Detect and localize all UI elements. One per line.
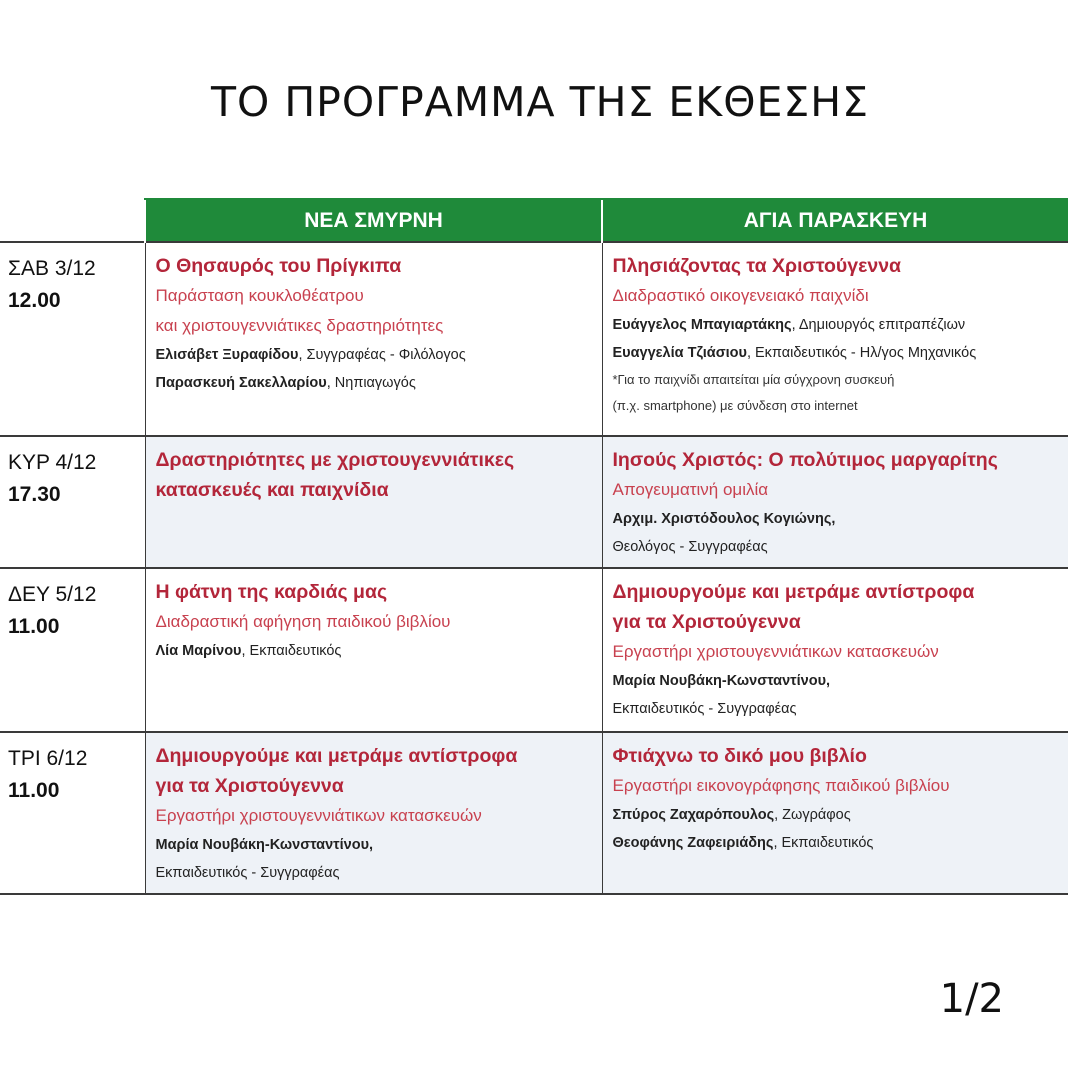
day-time: 11.00 xyxy=(8,779,60,802)
event-person xyxy=(613,311,1059,339)
page-title: ΤΟ ΠΡΟΓΡΑΜΜΑ ΤΗΣ ΕΚΘΕΣΗΣ xyxy=(210,78,870,126)
event-subtitle: Διαδραστικό οικογενειακό παιχνίδι xyxy=(612,286,869,305)
event-person xyxy=(156,369,592,397)
event-cell-nea-smyrni xyxy=(145,242,602,436)
day-time: 12.00 xyxy=(8,289,61,312)
person-role: , Εκπαιδευτικός xyxy=(773,835,874,851)
table-row xyxy=(0,436,1068,568)
event-title: για τα Χριστούγεννα xyxy=(155,775,344,797)
person-name: Παρασκευή Σακελλαρίου xyxy=(155,375,327,391)
schedule-table xyxy=(0,198,1068,895)
event-cell-nea-smyrni xyxy=(145,732,602,894)
person-role: Εκπαιδευτικός - Συγγραφέας xyxy=(612,701,797,717)
event-person xyxy=(613,801,1059,829)
event-title: για τα Χριστούγεννα xyxy=(612,611,801,633)
person-role: , Νηπιαγωγός xyxy=(326,375,416,391)
table-header-row xyxy=(0,199,1068,242)
event-cell-agia-paraskevi xyxy=(602,568,1068,732)
person-name: Μαρία Νουβάκη-Κωνσταντίνου, xyxy=(612,673,831,689)
page-number: 1/2 xyxy=(939,976,1004,1022)
event-cell-nea-smyrni xyxy=(145,436,602,568)
day-cell xyxy=(0,568,145,732)
event-subtitle: Διαδραστική αφήγηση παιδικού βιβλίου xyxy=(155,612,451,631)
event-title: Ο Θησαυρός του Πρίγκιπα xyxy=(155,255,402,277)
event-subtitle: και χριστουγεννιάτικες δραστηριότητες xyxy=(155,316,444,335)
event-cell-agia-paraskevi xyxy=(602,732,1068,894)
person-name: Αρχιμ. Χριστόδουλος Κογιώνης, xyxy=(612,511,836,527)
day-label: ΣΑΒ 3/12 xyxy=(8,257,96,280)
day-time: 17.30 xyxy=(8,483,61,506)
table-row xyxy=(0,242,1068,436)
event-cell-agia-paraskevi xyxy=(602,242,1068,436)
person-role: , Εκπαιδευτικός xyxy=(241,643,342,659)
event-title: Δημιουργούμε και μετράμε αντίστροφα xyxy=(155,745,518,767)
event-title: Πλησιάζοντας τα Χριστούγεννα xyxy=(612,255,902,277)
event-cell-agia-paraskevi xyxy=(602,436,1068,568)
person-role: Εκπαιδευτικός - Συγγραφέας xyxy=(155,865,340,881)
header-empty-cell xyxy=(0,199,145,242)
event-note: (π.χ. smartphone) με σύνδεση στο internet xyxy=(612,398,858,413)
event-subtitle: Εργαστήρι εικονογράφησης παιδικού βιβλίου xyxy=(612,776,950,795)
person-role: , Δημιουργός επιτραπέζιων xyxy=(791,317,966,333)
person-name: Ελισάβετ Ξυραφίδου xyxy=(155,347,299,363)
person-name: Μαρία Νουβάκη-Κωνσταντίνου, xyxy=(155,837,374,853)
table-row xyxy=(0,568,1068,732)
event-person xyxy=(156,637,592,665)
event-title: Δημιουργούμε και μετράμε αντίστροφα xyxy=(612,581,975,603)
event-title: Φτιάχνω το δικό μου βιβλίο xyxy=(612,745,867,767)
event-subtitle: Εργαστήρι χριστουγεννιάτικων κατασκευών xyxy=(155,806,482,825)
event-subtitle: Παράσταση κουκλοθέατρου xyxy=(155,286,364,305)
person-name: Ευαγγελία Τζιάσιου xyxy=(612,345,747,361)
event-title: Ιησούς Χριστός: Ο πολύτιμος μαργαρίτης xyxy=(612,449,998,471)
column-header-nea-smyrni: ΝΕΑ ΣΜΥΡΝΗ xyxy=(145,199,602,242)
event-person xyxy=(613,505,1059,533)
person-role: , Ζωγράφος xyxy=(774,807,851,823)
day-cell xyxy=(0,242,145,436)
event-person xyxy=(613,829,1059,857)
day-label: ΚΥΡ 4/12 xyxy=(8,451,97,474)
day-cell xyxy=(0,436,145,568)
event-title: Δραστηριότητες με χριστουγεννιάτικες xyxy=(155,449,515,471)
table-row xyxy=(0,732,1068,894)
person-role: , Εκπαιδευτικός - Ηλ/γος Μηχανικός xyxy=(746,345,977,361)
person-name: Σπύρος Ζαχαρόπουλος xyxy=(612,807,775,823)
column-header-agia-paraskevi: ΑΓΙΑ ΠΑΡΑΣΚΕΥΗ xyxy=(602,199,1068,242)
day-cell xyxy=(0,732,145,894)
event-subtitle: Απογευματινή ομιλία xyxy=(612,480,769,499)
day-time: 11.00 xyxy=(8,615,60,638)
event-title: κατασκευές και παιχνίδια xyxy=(155,479,389,501)
person-name: Ευάγγελος Μπαγιαρτάκης xyxy=(612,317,792,333)
event-person xyxy=(613,339,1059,367)
event-cell-nea-smyrni xyxy=(145,568,602,732)
event-title: Η φάτνη της καρδιάς μας xyxy=(155,581,388,603)
person-role: Θεολόγος - Συγγραφέας xyxy=(612,539,768,555)
day-label: ΤΡΙ 6/12 xyxy=(8,747,88,770)
event-subtitle: Εργαστήρι χριστουγεννιάτικων κατασκευών xyxy=(612,642,939,661)
event-person xyxy=(613,667,1059,695)
event-person xyxy=(156,831,592,859)
event-note: *Για το παιχνίδι απαιτείται μία σύγχρονη συσκευή xyxy=(612,372,895,387)
person-role: , Συγγραφέας - Φιλόλογος xyxy=(298,347,466,363)
person-name: Θεοφάνης Ζαφειριάδης xyxy=(612,835,774,851)
day-label: ΔΕΥ 5/12 xyxy=(8,583,97,606)
event-person xyxy=(156,341,592,369)
person-name: Λία Μαρίνου xyxy=(155,643,242,659)
